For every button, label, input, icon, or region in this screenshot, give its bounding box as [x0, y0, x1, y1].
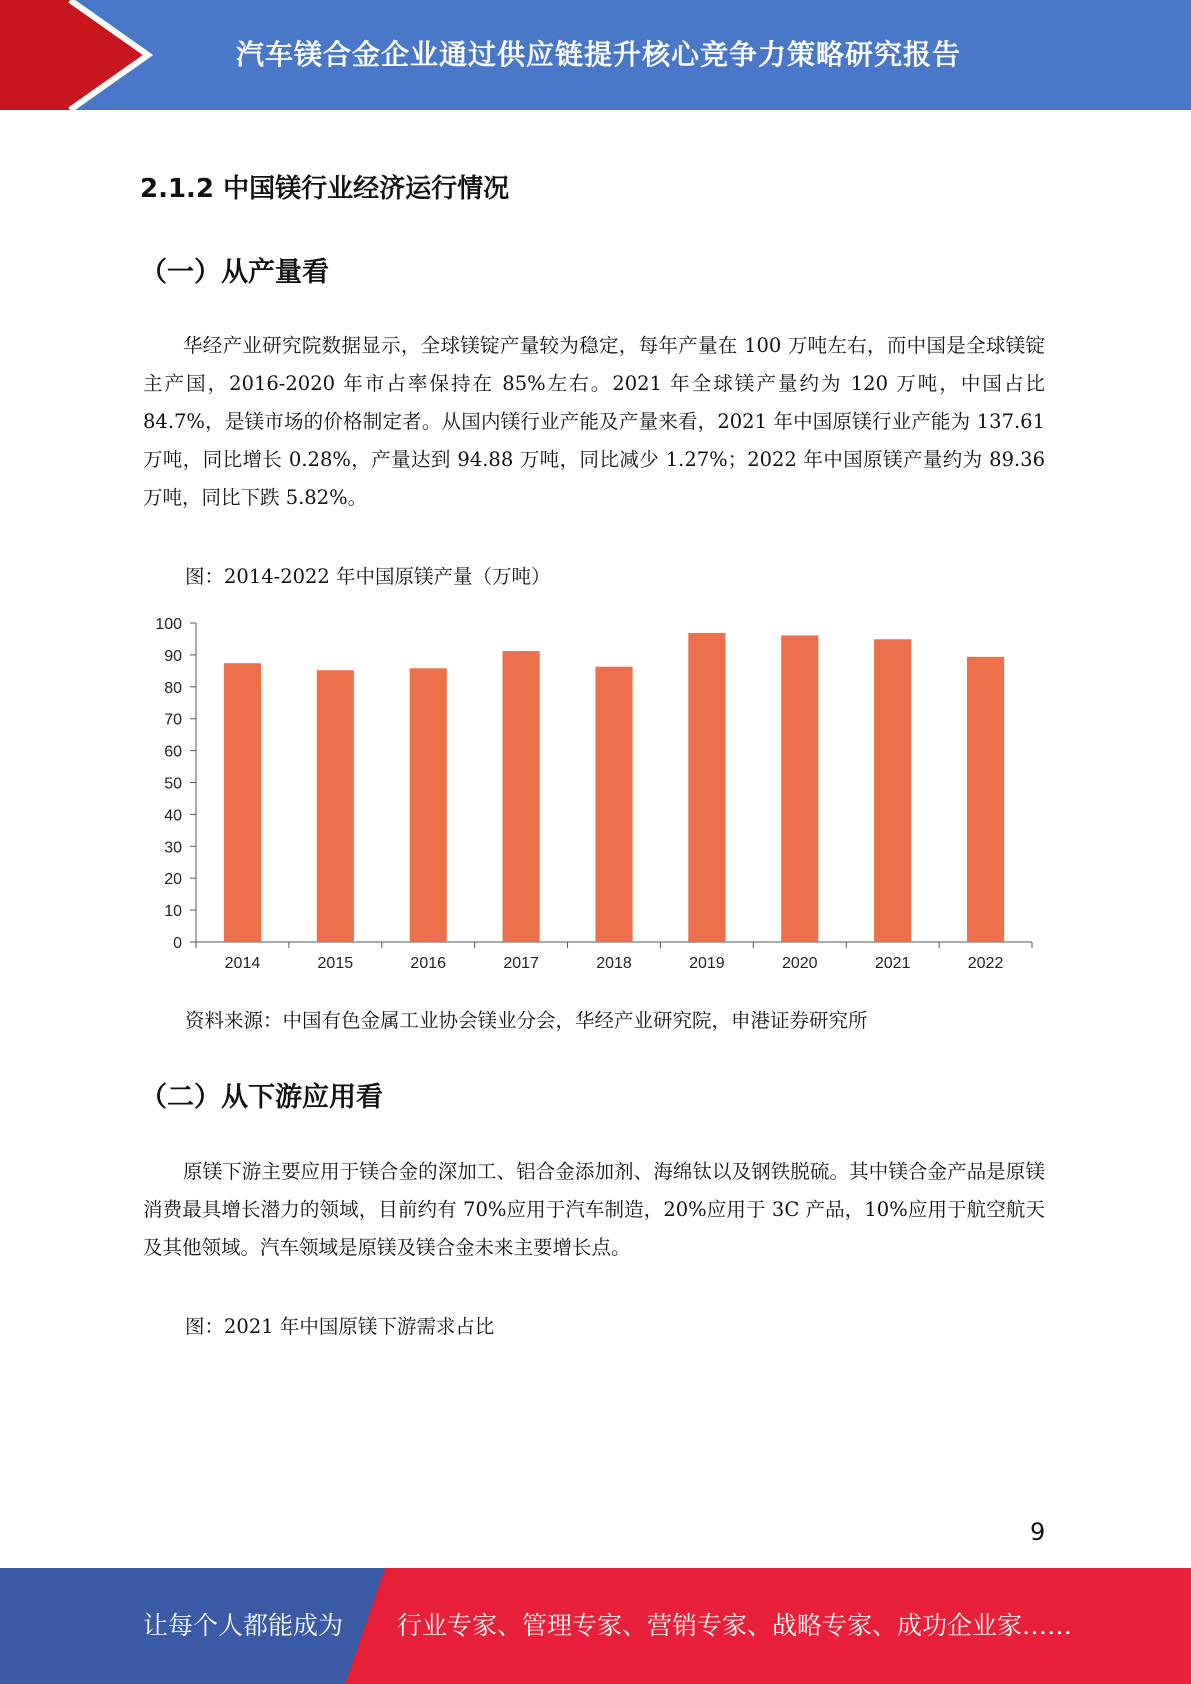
y-tick-label: 40	[164, 807, 182, 825]
y-tick-label: 70	[164, 711, 182, 729]
figure-caption-downstream: 图：2021 年中国原镁下游需求占比	[185, 1315, 495, 1338]
y-tick-label: 80	[164, 679, 182, 697]
paragraph-downstream: 原镁下游主要应用于镁合金的深加工、铝合金添加剂、海绵钛以及钢铁脱硫。其中镁合金产品是原镁消费最具增长潜力的领域，目前约有 70%应用于汽车制造，20%应用于 3C 产品，10%应用于航空航天及其他领域。汽车领域是原镁及镁合金未来主要增长点。	[143, 1160, 1045, 1259]
page-footer	[0, 1568, 1191, 1684]
y-tick-label: 90	[164, 647, 182, 665]
y-tick-label: 0	[173, 935, 182, 952]
page-number: 9	[1030, 1518, 1046, 1546]
report-title: 汽车镁合金企业通过供应链提升核心竞争力策略研究报告	[236, 38, 962, 71]
y-tick-label: 60	[164, 743, 182, 761]
x-tick-label: 2016	[410, 955, 447, 972]
bar-2020	[781, 635, 818, 942]
figure-source: 资料来源：中国有色金属工业协会镁业分会，华经产业研究院，申港证券研究所	[185, 1009, 868, 1032]
footer-slogan-right: 行业专家、管理专家、营销专家、战略专家、成功企业家……	[397, 1611, 1073, 1640]
y-tick-label: 50	[164, 775, 182, 793]
section-title: 2.1.2 中国镁行业经济运行情况	[140, 174, 510, 204]
bar-2018	[595, 667, 632, 942]
x-tick-label: 2017	[503, 955, 539, 972]
footer-slogan-left: 让每个人都能成为	[143, 1611, 344, 1640]
bar-2021	[874, 639, 911, 942]
bar-2016	[410, 668, 447, 942]
bar-2022	[967, 657, 1004, 942]
header-red-arrow	[0, 0, 148, 110]
subsection-title-output: （一）从产量看	[140, 257, 329, 288]
y-tick-label: 100	[155, 616, 182, 633]
y-tick-label: 10	[164, 903, 182, 921]
subsection-title-downstream: （二）从下游应用看	[140, 1082, 383, 1113]
x-tick-label: 2019	[689, 955, 725, 972]
chart-plot-area	[155, 616, 1032, 972]
figure-caption-output: 图：2014-2022 年中国原镁产量（万吨）	[185, 565, 551, 588]
x-tick-label: 2014	[224, 955, 261, 972]
bar-chart-magnesium-output	[140, 595, 1060, 980]
x-tick-label: 2020	[781, 955, 818, 972]
y-tick-label: 20	[164, 871, 182, 889]
y-tick-label: 30	[164, 839, 182, 857]
bar-2019	[688, 633, 725, 942]
x-tick-label: 2022	[967, 955, 1004, 972]
bar-2014	[224, 663, 261, 942]
x-tick-label: 2021	[874, 955, 911, 972]
bar-2015	[317, 670, 354, 942]
bar-2017	[503, 651, 540, 942]
x-tick-label: 2018	[596, 955, 632, 972]
page-header	[0, 0, 1191, 110]
paragraph-output: 华经产业研究院数据显示，全球镁锭产量较为稳定，每年产量在 100 万吨左右，而中国是全球镁锭主产国，2016-2020 年市占率保持在 85%左右。2021 年全球镁产量约为 120 万吨，中国占比 84.7%，是镁市场的价格制定者。从国内镁行业产能及产量来看，2021 年中国原镁行业产能为 137.61 万吨，同比增长 0.28%，产量达到 94.88 万吨，同比减少 1.27%；2022 年中国原镁产量约为 89.36 万吨，同比下跌 5.82%。	[143, 334, 1045, 509]
x-tick-label: 2015	[317, 955, 354, 972]
